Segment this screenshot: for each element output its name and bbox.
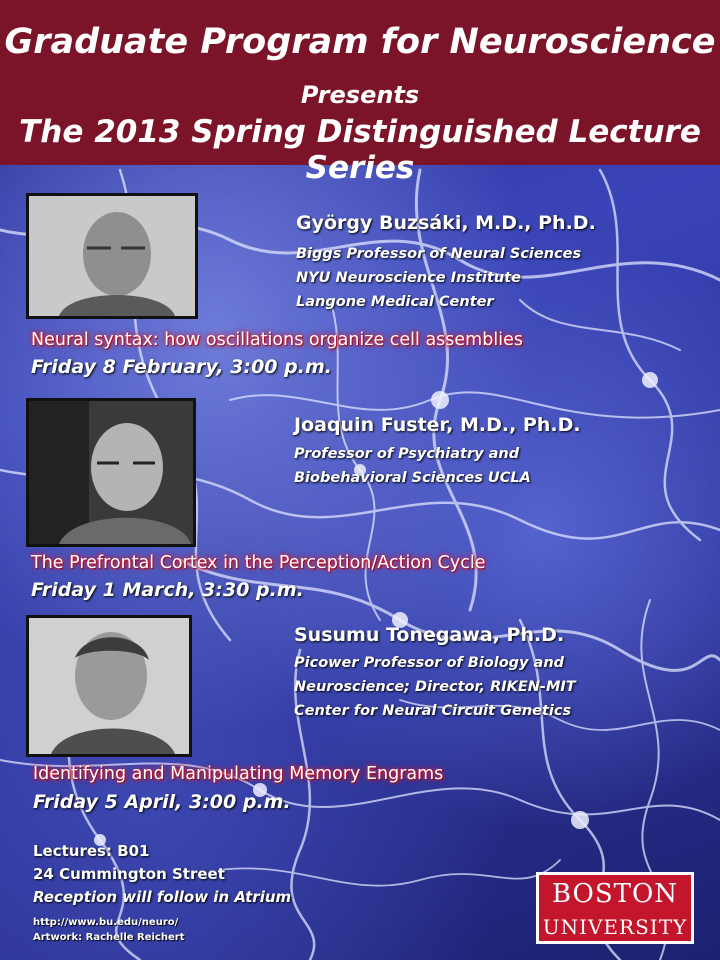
program-title: Graduate Program for Neuroscience [4, 22, 716, 62]
speaker-name: Joaquin Fuster, M.D., Ph.D. [294, 414, 581, 436]
talk-date: Friday 1 March, 3:30 p.m. [31, 579, 304, 601]
speaker-affiliation: Biggs Professor of Neural Sciences NYU Neuroscience Institute Langone Medical Center [296, 246, 582, 310]
speaker-affiliation: Professor of Psychiatry and Biobehavioral Sciences UCLA [294, 446, 531, 486]
presents-label: Presents [300, 81, 420, 109]
artwork-credit: Artwork: Rachelle Reichert [33, 932, 185, 943]
talk-date: Friday 8 February, 3:00 p.m. [31, 356, 332, 378]
speaker-photo-tonegawa [26, 615, 192, 757]
speaker-affiliation: Picower Professor of Biology and Neuroscience; Director, RIKEN-MIT Center for Neural Circuit Genetics [294, 655, 576, 719]
portrait-icon [29, 196, 195, 316]
series-title: The 2013 Spring Distinguished Lecture Series [19, 114, 701, 186]
lecture-room: Lectures: B01 [33, 842, 150, 860]
speaker-photo-fuster [26, 398, 196, 547]
talk-title: Neural syntax: how oscillations organize cell assemblies [31, 330, 523, 350]
street-address: 24 Cummington Street [33, 865, 225, 883]
portrait-icon [29, 401, 193, 544]
portrait-icon [29, 618, 189, 754]
speaker-name: Susumu Tonegawa, Ph.D. [294, 624, 565, 646]
header-banner [0, 0, 720, 186]
venue-info [33, 840, 291, 909]
boston-university-logo: BOSTON UNIVERSITY [536, 872, 694, 944]
speaker-name: György Buzsáki, M.D., Ph.D. [296, 212, 596, 234]
talk-title: Identifying and Manipulating Memory Engrams [33, 764, 444, 784]
talk-title: The Prefrontal Cortex in the Perception/Action Cycle [31, 553, 486, 573]
reception-note: Reception will follow in Atrium [33, 888, 292, 906]
credits [33, 915, 184, 945]
speaker-photo-buzsaki [26, 193, 198, 319]
talk-date: Friday 5 April, 3:00 p.m. [33, 791, 291, 813]
website-link[interactable]: http://www.bu.edu/neuro/ [33, 917, 179, 928]
